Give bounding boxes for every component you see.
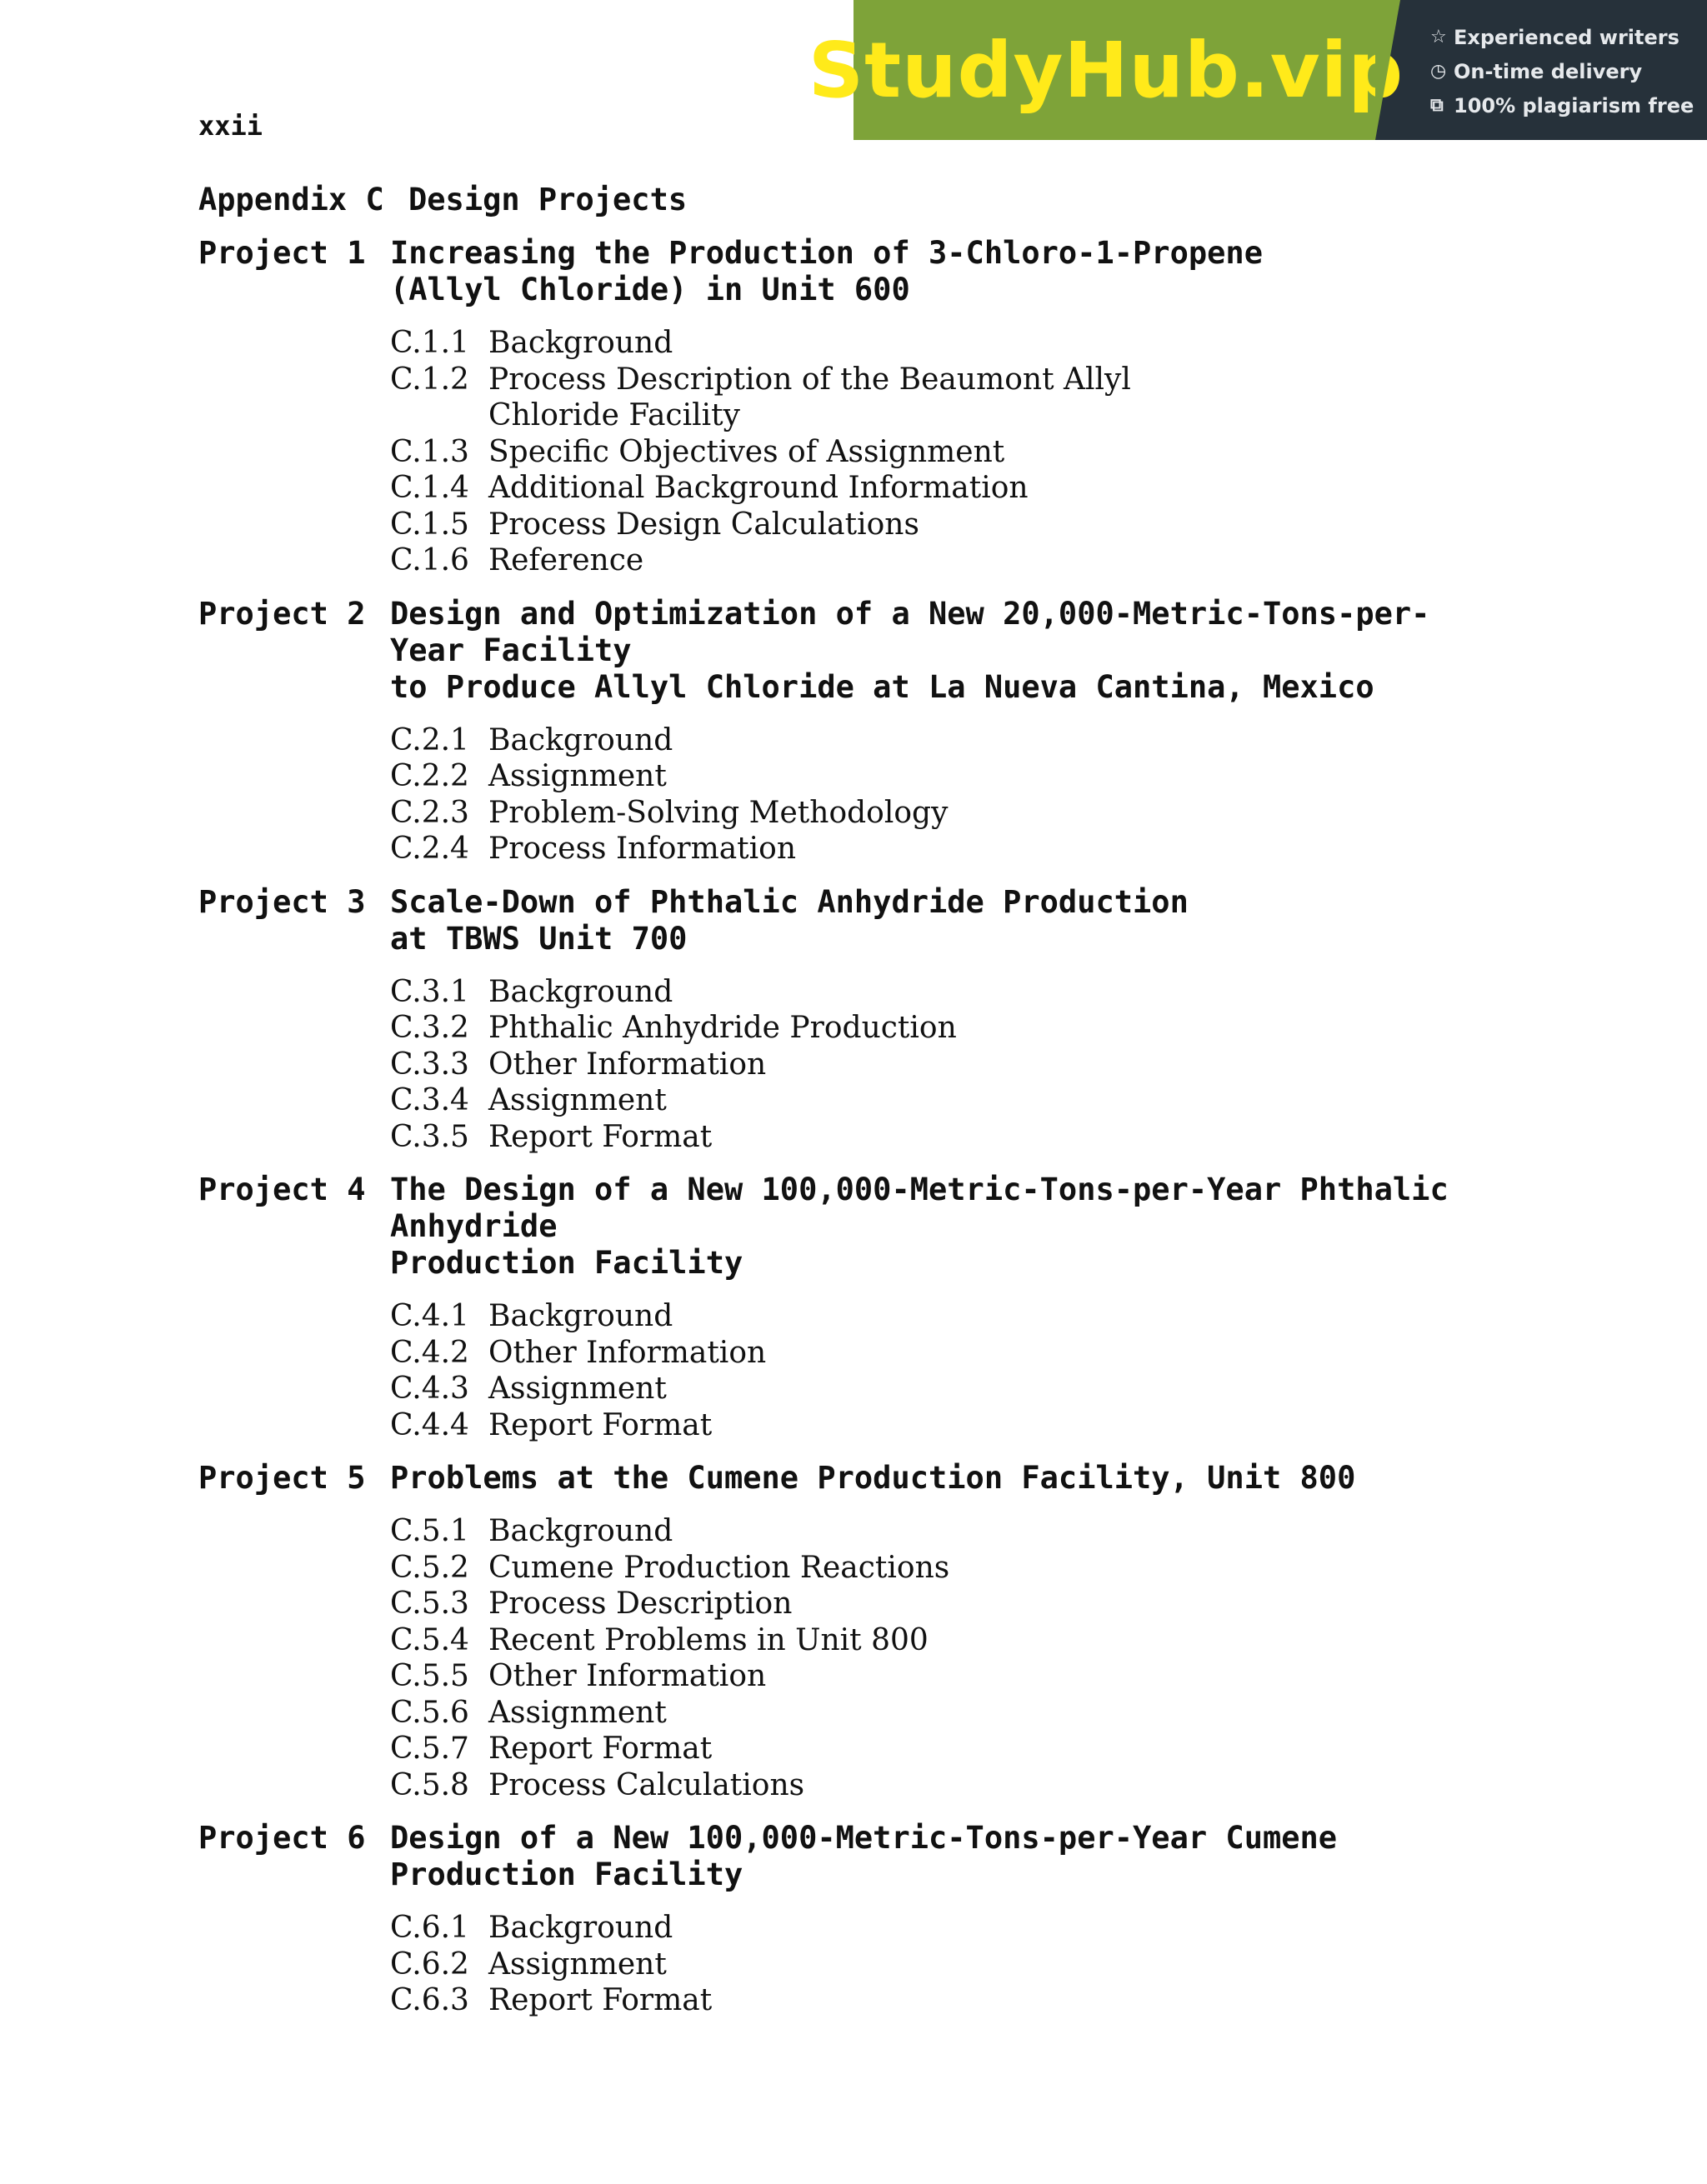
section-number: C.5.4 bbox=[390, 1622, 469, 1657]
section-number: C.5.1 bbox=[390, 1514, 469, 1548]
section-number: C.1.1 bbox=[390, 326, 469, 360]
banner-feature-text: 100% plagiarism free bbox=[1454, 93, 1694, 117]
section-number: C.4.3 bbox=[390, 1372, 469, 1406]
section-title: Phthalic Anhydride Production bbox=[488, 1011, 957, 1045]
banner-feature bbox=[1430, 20, 1707, 54]
project-title: Increasing the Production of 3-Chloro-1-Propene (Allyl Chloride) in Unit 600 bbox=[390, 235, 1263, 307]
section-title: Process Description bbox=[488, 1587, 793, 1621]
toc-section bbox=[390, 1335, 1499, 1372]
section-number: C.1.5 bbox=[390, 507, 469, 542]
project-label: Project 1 bbox=[198, 235, 366, 271]
section-number: C.3.1 bbox=[390, 974, 469, 1009]
section-list bbox=[390, 1910, 1499, 2019]
studyhub-logo: StudyHub.vip bbox=[808, 25, 1404, 115]
project-title: Design of a New 100,000-Metric-Tons-per-Year Cumene Production Facility bbox=[390, 1820, 1338, 1892]
section-number: C.1.6 bbox=[390, 543, 469, 577]
section-number: C.5.2 bbox=[390, 1550, 469, 1585]
project-entry bbox=[198, 884, 1499, 1172]
toc-section bbox=[390, 1767, 1499, 1804]
star-icon: ☆ bbox=[1430, 27, 1447, 47]
section-number: C.2.2 bbox=[390, 759, 469, 793]
toc-section bbox=[390, 1513, 1499, 1550]
section-number: C.6.3 bbox=[390, 1983, 469, 2017]
section-title: Assignment bbox=[488, 1947, 667, 1982]
section-title: Report Format bbox=[488, 1119, 713, 1154]
toc-section bbox=[390, 1119, 1499, 1156]
section-number: C.3.2 bbox=[390, 1011, 469, 1045]
section-title: Process Design Calculations bbox=[488, 507, 919, 542]
toc-section bbox=[390, 1082, 1499, 1119]
section-number: C.3.4 bbox=[390, 1083, 469, 1117]
section-title: Assignment bbox=[488, 1372, 667, 1406]
section-number: C.5.7 bbox=[390, 1732, 469, 1766]
section-title: Report Format bbox=[488, 1732, 713, 1766]
section-number: C.6.1 bbox=[390, 1911, 469, 1945]
toc-section bbox=[390, 758, 1499, 795]
project-title: The Design of a New 100,000-Metric-Tons-per-Year Phthalic Anhydride Production Facility bbox=[390, 1172, 1449, 1281]
section-list bbox=[390, 1298, 1499, 1443]
project-entry bbox=[198, 1460, 1499, 1820]
toc-section bbox=[390, 1550, 1499, 1587]
banner-feature bbox=[1430, 88, 1707, 122]
section-title: Reference bbox=[488, 543, 644, 577]
section-title: Assignment bbox=[488, 1695, 667, 1730]
section-title: Recent Problems in Unit 800 bbox=[488, 1622, 929, 1657]
toc-section bbox=[390, 1947, 1499, 1983]
project-list bbox=[198, 235, 1499, 2036]
section-number: C.2.1 bbox=[390, 722, 469, 757]
project-title: Design and Optimization of a New 20,000-Metric-Tons-per-Year Facility to Produce Allyl Chloride at La Nueva Cantina, Mexico bbox=[390, 595, 1430, 705]
toc-section bbox=[390, 1622, 1499, 1659]
project-entry bbox=[198, 1172, 1499, 1460]
section-title: Process Information bbox=[488, 832, 797, 866]
toc-section bbox=[390, 507, 1499, 543]
section-title: Assignment bbox=[488, 1083, 667, 1117]
toc-section bbox=[390, 795, 1499, 832]
section-number: C.5.6 bbox=[390, 1695, 469, 1730]
toc-section bbox=[390, 1010, 1499, 1047]
appendix-title: Design Projects bbox=[408, 182, 688, 217]
section-title: Background bbox=[488, 326, 673, 360]
section-list bbox=[390, 1513, 1499, 1803]
banner-feature-text: Experienced writers bbox=[1454, 25, 1679, 49]
section-number: C.3.3 bbox=[390, 1047, 469, 1082]
project-entry bbox=[198, 1820, 1499, 2036]
section-number: C.4.4 bbox=[390, 1407, 469, 1442]
section-title: Background bbox=[488, 1299, 673, 1333]
project-label: Project 6 bbox=[198, 1820, 366, 1856]
section-title: Additional Background Information bbox=[488, 471, 1029, 505]
toc-section bbox=[390, 542, 1499, 579]
toc-section bbox=[390, 1586, 1499, 1622]
project-label: Project 2 bbox=[198, 595, 366, 632]
clock-icon: ◷ bbox=[1430, 61, 1447, 82]
toc-section bbox=[390, 1407, 1499, 1444]
section-number: C.5.3 bbox=[390, 1587, 469, 1621]
section-list bbox=[390, 325, 1499, 579]
section-title: Background bbox=[488, 722, 673, 757]
project-entry bbox=[198, 596, 1499, 884]
section-number: C.5.8 bbox=[390, 1767, 469, 1802]
project-entry bbox=[198, 235, 1499, 596]
section-title: Specific Objectives of Assignment bbox=[488, 434, 1005, 469]
toc-section bbox=[390, 1047, 1499, 1083]
section-title: Background bbox=[488, 1514, 673, 1548]
section-number: C.1.2 bbox=[390, 362, 469, 397]
toc-section bbox=[390, 1695, 1499, 1732]
section-title: Other Information bbox=[488, 1335, 767, 1370]
section-title: Assignment bbox=[488, 759, 667, 793]
section-number: C.3.5 bbox=[390, 1119, 469, 1154]
project-label: Project 3 bbox=[198, 883, 366, 920]
section-title: Background bbox=[488, 1911, 673, 1945]
section-number: C.2.4 bbox=[390, 832, 469, 866]
appendix-label: Appendix C bbox=[198, 182, 384, 217]
section-list bbox=[390, 974, 1499, 1156]
banner-logo-area bbox=[808, 0, 1404, 140]
toc-section bbox=[390, 1371, 1499, 1407]
section-title: Report Format bbox=[488, 1983, 713, 2017]
toc-section bbox=[390, 1982, 1499, 2019]
section-number: C.4.1 bbox=[390, 1299, 469, 1333]
studyhub-banner[interactable] bbox=[808, 0, 1707, 140]
banner-feature bbox=[1430, 54, 1707, 88]
section-title: Other Information bbox=[488, 1659, 767, 1693]
toc-section bbox=[390, 1731, 1499, 1767]
toc-section bbox=[390, 1658, 1499, 1695]
section-list bbox=[390, 722, 1499, 867]
banner-features bbox=[1375, 0, 1707, 140]
section-title: Background bbox=[488, 974, 673, 1009]
project-label: Project 4 bbox=[198, 1172, 366, 1207]
section-title: Process Description of the Beaumont Allyl Chloride Facility bbox=[488, 362, 1131, 432]
section-title: Problem-Solving Methodology bbox=[488, 795, 949, 830]
section-number: C.2.3 bbox=[390, 795, 469, 830]
section-title: Other Information bbox=[488, 1047, 767, 1082]
section-title: Cumene Production Reactions bbox=[488, 1550, 950, 1585]
section-title: Report Format bbox=[488, 1407, 713, 1442]
banner-feature-text: On-time delivery bbox=[1454, 59, 1643, 83]
appendix-heading bbox=[198, 182, 687, 217]
page-number: xxii bbox=[198, 110, 263, 142]
section-number: C.4.2 bbox=[390, 1335, 469, 1370]
toc-section bbox=[390, 325, 1499, 362]
toc-section bbox=[390, 470, 1499, 507]
toc-section bbox=[390, 831, 1499, 867]
toc-section bbox=[390, 434, 1499, 471]
section-number: C.1.3 bbox=[390, 434, 469, 469]
toc-section bbox=[390, 974, 1499, 1011]
copy-icon: ⧉ bbox=[1430, 95, 1444, 116]
section-title: Process Calculations bbox=[488, 1767, 805, 1802]
project-label: Project 5 bbox=[198, 1460, 366, 1496]
toc-section bbox=[390, 722, 1499, 759]
section-number: C.6.2 bbox=[390, 1947, 469, 1982]
toc-section bbox=[390, 1910, 1499, 1947]
section-number: C.1.4 bbox=[390, 471, 469, 505]
section-number: C.5.5 bbox=[390, 1659, 469, 1693]
project-title: Problems at the Cumene Production Facility, Unit 800 bbox=[390, 1460, 1356, 1496]
toc-section bbox=[390, 1298, 1499, 1335]
toc-section bbox=[390, 362, 1499, 434]
project-title: Scale-Down of Phthalic Anhydride Production at TBWS Unit 700 bbox=[390, 883, 1189, 957]
